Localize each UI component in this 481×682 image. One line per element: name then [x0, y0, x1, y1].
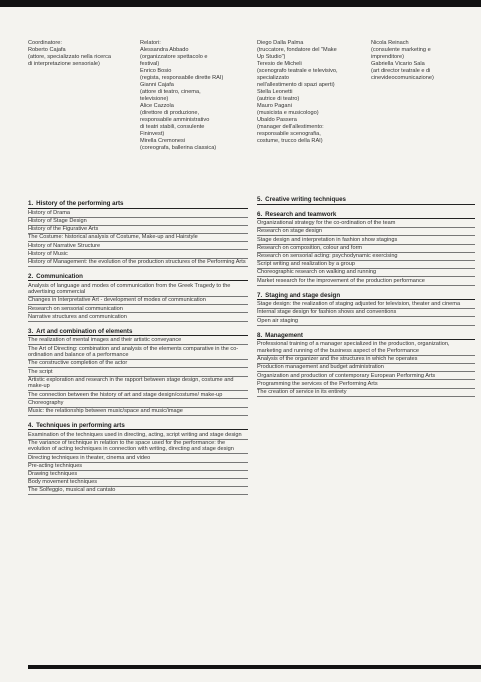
topic-item: The constructive completion of the actor	[28, 360, 248, 368]
curriculum-section	[28, 200, 248, 267]
credit-line: (art director teatrale e di	[371, 68, 431, 74]
topic-item: Open air staging	[257, 317, 475, 325]
credit-line: Teresio de Micheli	[257, 61, 302, 67]
credits-column-1	[28, 40, 133, 68]
topic-item: History of Management: the evolution of the production structures of the Performing Arts	[28, 259, 248, 267]
topic-item: Music: the relationship between music/space and music/image	[28, 408, 248, 416]
credits-column-2	[140, 40, 250, 152]
credit-line: Gabriella Vicario Sala	[371, 61, 425, 67]
topic-item: Research on sensorial acting: psychodynamic exercising	[257, 253, 475, 261]
credit-line: specializzato	[257, 75, 290, 81]
topic-item: Professional training of a manager specialized in the production, organization, marketing and running of the business aspect of the Performance	[257, 341, 475, 356]
credit-line: (attore di teatro, cinema,	[140, 89, 201, 95]
credit-line: Alice Cazzola	[140, 103, 174, 109]
curriculum-section	[257, 292, 475, 326]
topic-item: History of Music	[28, 250, 248, 258]
section-number: 4.	[28, 421, 34, 429]
section-number: 5.	[257, 196, 263, 203]
credit-line: (regista, responsabile dirette RAI)	[140, 75, 224, 81]
section-title: Techniques in performing arts	[36, 421, 125, 429]
topic-item: History of Drama	[28, 210, 248, 218]
credit-line: (scenografo teatrale e televisivo,	[257, 68, 338, 74]
topic-item: Stage design: the realization of staging adjusted for television, theater and cinema	[257, 301, 475, 309]
topic-item: Organizational strategy for the co-ordination of the team	[257, 220, 475, 228]
topic-item: The connection between the history of art and stage design/costume/ make-up	[28, 391, 248, 399]
topic-item: Research on sensorial communication	[28, 305, 248, 313]
section-heading	[257, 292, 475, 301]
topic-item: Organization and production of contemporary European Performing Arts	[257, 372, 475, 380]
section-heading	[257, 211, 475, 220]
credit-line: Mirella Cremonesi	[140, 138, 186, 144]
topic-item: Drawing techniques	[28, 471, 248, 479]
section-number: 6.	[257, 210, 263, 218]
credit-line: (direttore di produzione,	[140, 110, 200, 116]
topic-item: History of Stage Design	[28, 218, 248, 226]
topic-item: Pre-acting techniques	[28, 463, 248, 471]
topic-item: Narrative structures and communication	[28, 313, 248, 321]
topic-item: The Solfeggio, musical and cantato	[28, 487, 248, 495]
credit-line: televisione)	[140, 96, 169, 102]
credit-line: (truccatore, fondatore del "Make	[257, 47, 337, 53]
credit-line: Gianni Cajafa	[140, 82, 174, 88]
curriculum-section	[28, 422, 248, 495]
credit-line: Up Studio")	[257, 54, 286, 60]
section-title: Creative writing techniques	[265, 196, 346, 203]
credit-line: (autrice di teatro)	[257, 96, 300, 102]
section-heading	[28, 273, 248, 282]
credit-line: cinevideocomunicazione)	[371, 75, 434, 81]
section-title: Management	[265, 331, 303, 339]
credit-line: imprenditore)	[371, 54, 404, 60]
topic-item: Changes in Interpretative Art - development of modes of communication	[28, 297, 248, 305]
credit-line: di teatri stabili, consulente	[140, 124, 205, 130]
credit-line: Coordinatore:	[28, 40, 62, 46]
credit-line: Roberto Cajafa	[28, 47, 66, 53]
topic-item: History of Narrative Structure	[28, 242, 248, 250]
topic-item: Body movement techniques	[28, 479, 248, 487]
section-heading	[257, 332, 475, 341]
section-heading	[28, 200, 248, 209]
section-heading	[257, 196, 475, 205]
credit-line: (manager dell'allestimento:	[257, 124, 324, 130]
topic-item: Market research for the improvement of the production performance	[257, 277, 475, 285]
credit-line: di interpretazione sensoriale)	[28, 61, 100, 67]
topic-item: Choreographic research on walking and running	[257, 269, 475, 277]
credit-line: Stella Leonetti	[257, 89, 293, 95]
section-title: Art and combination of elements	[36, 327, 133, 335]
section-number: 7.	[257, 291, 263, 299]
topic-item: Choreography	[28, 399, 248, 407]
credit-line: (attore, specializzato nella ricerca	[28, 54, 112, 60]
topic-item: The Art of Directing: combination and analysis of the elements comparative in the co-ordination and balance of a performance	[28, 345, 248, 360]
credit-line: Mauro Pagani	[257, 103, 292, 109]
credits-column-4	[371, 40, 476, 82]
curriculum-section	[257, 211, 475, 286]
credit-line: Nicola Reinach	[371, 40, 409, 46]
section-number: 8.	[257, 331, 263, 339]
credit-line: (consulente marketing e	[371, 47, 431, 53]
topic-item: Production management and budget administration	[257, 364, 475, 372]
credit-line: festival)	[140, 61, 160, 67]
credit-line: responsabile scenografia,	[257, 131, 321, 137]
curriculum-section	[257, 196, 475, 205]
topic-item: Research on composition, colour and form	[257, 245, 475, 253]
section-number: 3.	[28, 327, 34, 335]
section-title: Research and teamwork	[265, 210, 337, 218]
right-curriculum-column	[257, 196, 475, 403]
credit-line: costume, trucco della RAI)	[257, 138, 323, 144]
topic-item: Analysis of language and modes of communication from the Greek Tragedy to the advertising commercial	[28, 282, 248, 297]
credit-line: responsabile amministrativo	[140, 117, 210, 123]
section-heading	[28, 328, 248, 337]
credit-line: Alessandra Abbado	[140, 47, 189, 53]
topic-item: Analysis of the organizer and the structures in which he operates	[257, 356, 475, 364]
topic-item: Research on stage design	[257, 228, 475, 236]
section-heading	[28, 422, 248, 431]
left-curriculum-column	[28, 200, 248, 501]
topic-item: The Costume: historical analysis of Costume, Make-up and Hairstyle	[28, 234, 248, 242]
credit-line: Enrico Bosio	[140, 68, 172, 74]
credit-line: (coreografa, ballerina classica)	[140, 145, 217, 151]
credit-line: (organizzatore spettacolo e	[140, 54, 208, 60]
section-title: History of the performing arts	[36, 200, 124, 207]
credit-line: Diego Dalla Palma	[257, 40, 304, 46]
topic-item: Internal stage design for fashion shows and conventions	[257, 309, 475, 317]
section-number: 1.	[28, 200, 34, 207]
credit-line: Ubaldo Passera	[257, 117, 297, 123]
topic-item: The creation of service in its entirety	[257, 389, 475, 397]
topic-item: History of the Figurative Arts	[28, 226, 248, 234]
topic-item: The variance of technique in relation to the space used for the performance: the evolution of acting techniques in connection with writing, directing and stage design	[28, 440, 248, 455]
bottom-black-bar	[28, 665, 481, 669]
credit-line: Fininvest)	[140, 131, 165, 137]
curriculum-section	[28, 273, 248, 322]
top-black-bar	[0, 0, 481, 7]
curriculum-section	[28, 328, 248, 416]
credit-line: (musicista e musicologo)	[257, 110, 319, 116]
topic-item: The realization of mental images and their artistic conveyance	[28, 337, 248, 345]
section-title: Communication	[36, 272, 83, 280]
section-number: 2.	[28, 272, 34, 280]
topic-item: Script writing and realization by a group	[257, 261, 475, 269]
curriculum-section	[257, 332, 475, 397]
topic-item: Directing techniques in theater, cinema and video	[28, 454, 248, 462]
topic-item: Artistic exploration and research in the rapport between stage design, costume and make-up	[28, 377, 248, 392]
topic-item: Examination of the techniques used in directing, acting, script writing and stage design	[28, 431, 248, 439]
credit-line: nell'allestimento di spazi aperti)	[257, 82, 335, 88]
section-title: Staging and stage design	[265, 291, 341, 299]
topic-item: Programming the services of the Performing Arts	[257, 380, 475, 388]
topic-item: The script	[28, 368, 248, 376]
credit-line: Relatori:	[140, 40, 161, 46]
credits-column-3	[257, 40, 365, 145]
topic-item: Stage design and interpretation in fashion show stagings	[257, 236, 475, 244]
